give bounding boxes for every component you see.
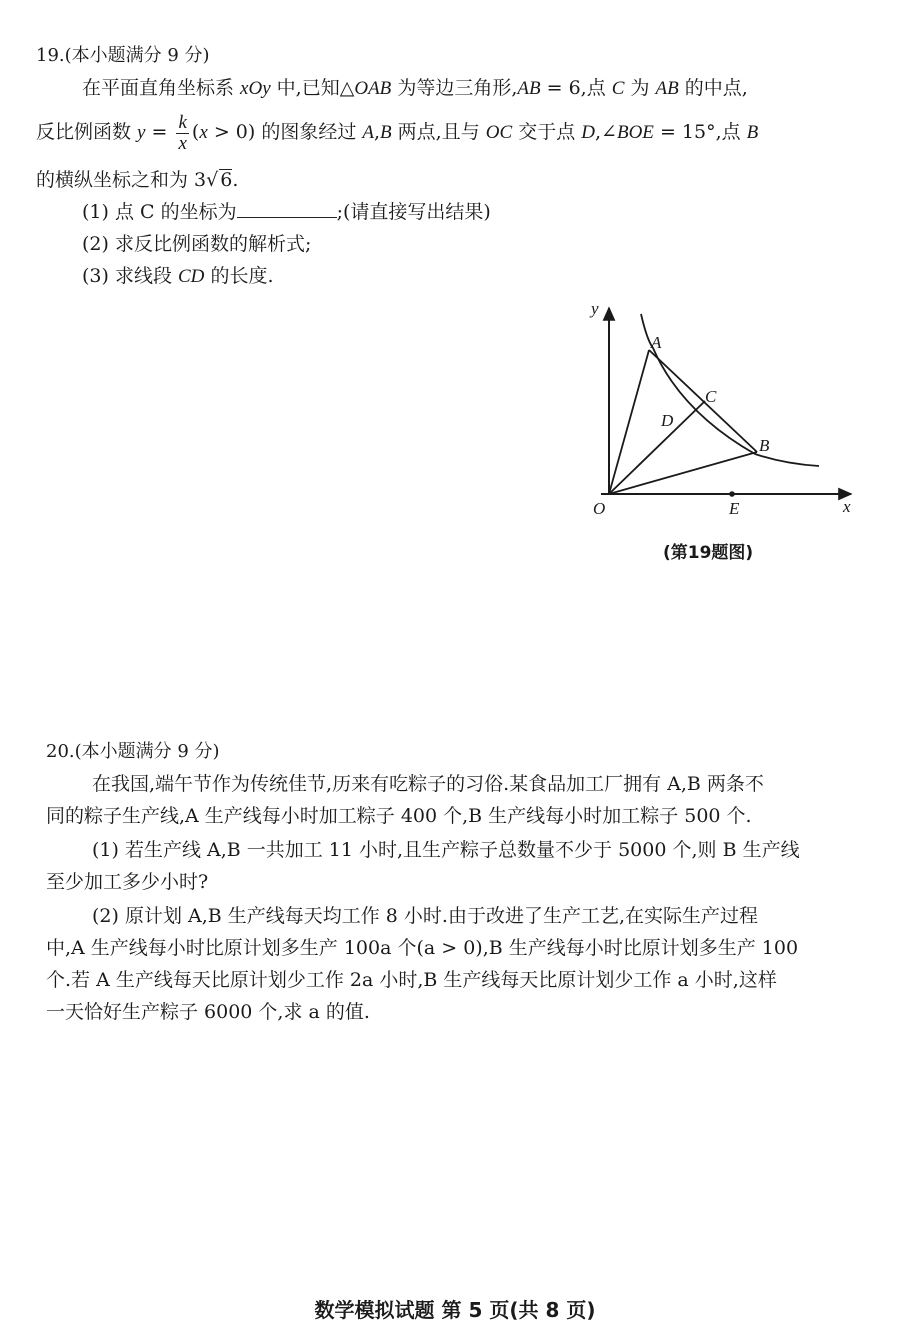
q19-part-3: (3) 求线段 CD 的长度. [82,265,274,287]
q20-line-8: 一天恰好生产粽子 6000 个,求 a 的值. [46,1001,370,1023]
q19-line-2: 反比例函数 y = $\frac{k}{x}$ (x > 0) 的图象经过 A,B 两点,且与 OC 交于点 D,∠BOE = 15°,点 B [36,111,759,154]
q19-line-1: 在平面直角坐标系 xOy 中,已知△OAB 为等边三角形,AB = 6,点 C 为 AB 的中点, [82,77,748,99]
segment-AB [649,350,757,452]
q19-figure [585,298,865,530]
q20-line-3: (1) 若生产线 A,B 一共加工 11 小时,且生产粽子总数量不少于 5000 个,则 B 生产线 [92,839,800,861]
label-O: O [593,499,606,518]
label-x: x [843,497,851,516]
q19-part-2: (2) 求反比例函数的解析式; [82,233,312,255]
hyperbola-curve [641,314,819,466]
q20-line-6: 中,A 生产线每小时比原计划多生产 100a 个(a > 0),B 生产线每小时比原计划多生产 100 [46,937,799,959]
label-C: C [705,387,717,406]
q20-line-2: 同的粽子生产线,A 生产线每小时加工粽子 400 个,B 生产线每小时加工粽子 500 个. [46,805,752,827]
q20-line-7: 个.若 A 生产线每天比原计划少工作 2a 小时,B 生产线每天比原计划少工作 a 小时,这样 [46,969,777,991]
segment-OA [609,350,649,494]
label-E: E [729,499,740,518]
answer-blank[interactable] [237,199,337,218]
q20-header: 20.(本小题满分 9 分) [46,741,220,762]
fraction-k-over-x: $\frac{k}{x}$ [178,111,187,154]
q20-line-4: 至少加工多少小时? [46,871,209,893]
label-B: B [759,436,770,455]
label-y: y [591,299,599,318]
page-footer: 数学模拟试题 第 5 页(共 8 页) [314,1298,596,1322]
q19-header: 19.(本小题满分 9 分) [36,45,210,66]
point-E [729,491,735,497]
q19-part-1: (1) 点 C 的坐标为 ;(请直接写出结果) [82,201,491,223]
label-D: D [661,411,674,430]
label-A: A [651,333,662,352]
q20-line-5: (2) 原计划 A,B 生产线每天均工作 8 小时.由于改进了生产工艺,在实际生产过程 [92,905,759,927]
q20-line-1: 在我国,端午节作为传统佳节,历来有吃粽子的习俗.某食品加工厂拥有 A,B 两条不 [92,773,764,795]
sqrt-symbol: √ [206,169,219,191]
q19-line-3: 的横纵坐标之和为 3√ 6. [36,169,239,191]
figure-caption: (第19题图) [663,543,754,563]
